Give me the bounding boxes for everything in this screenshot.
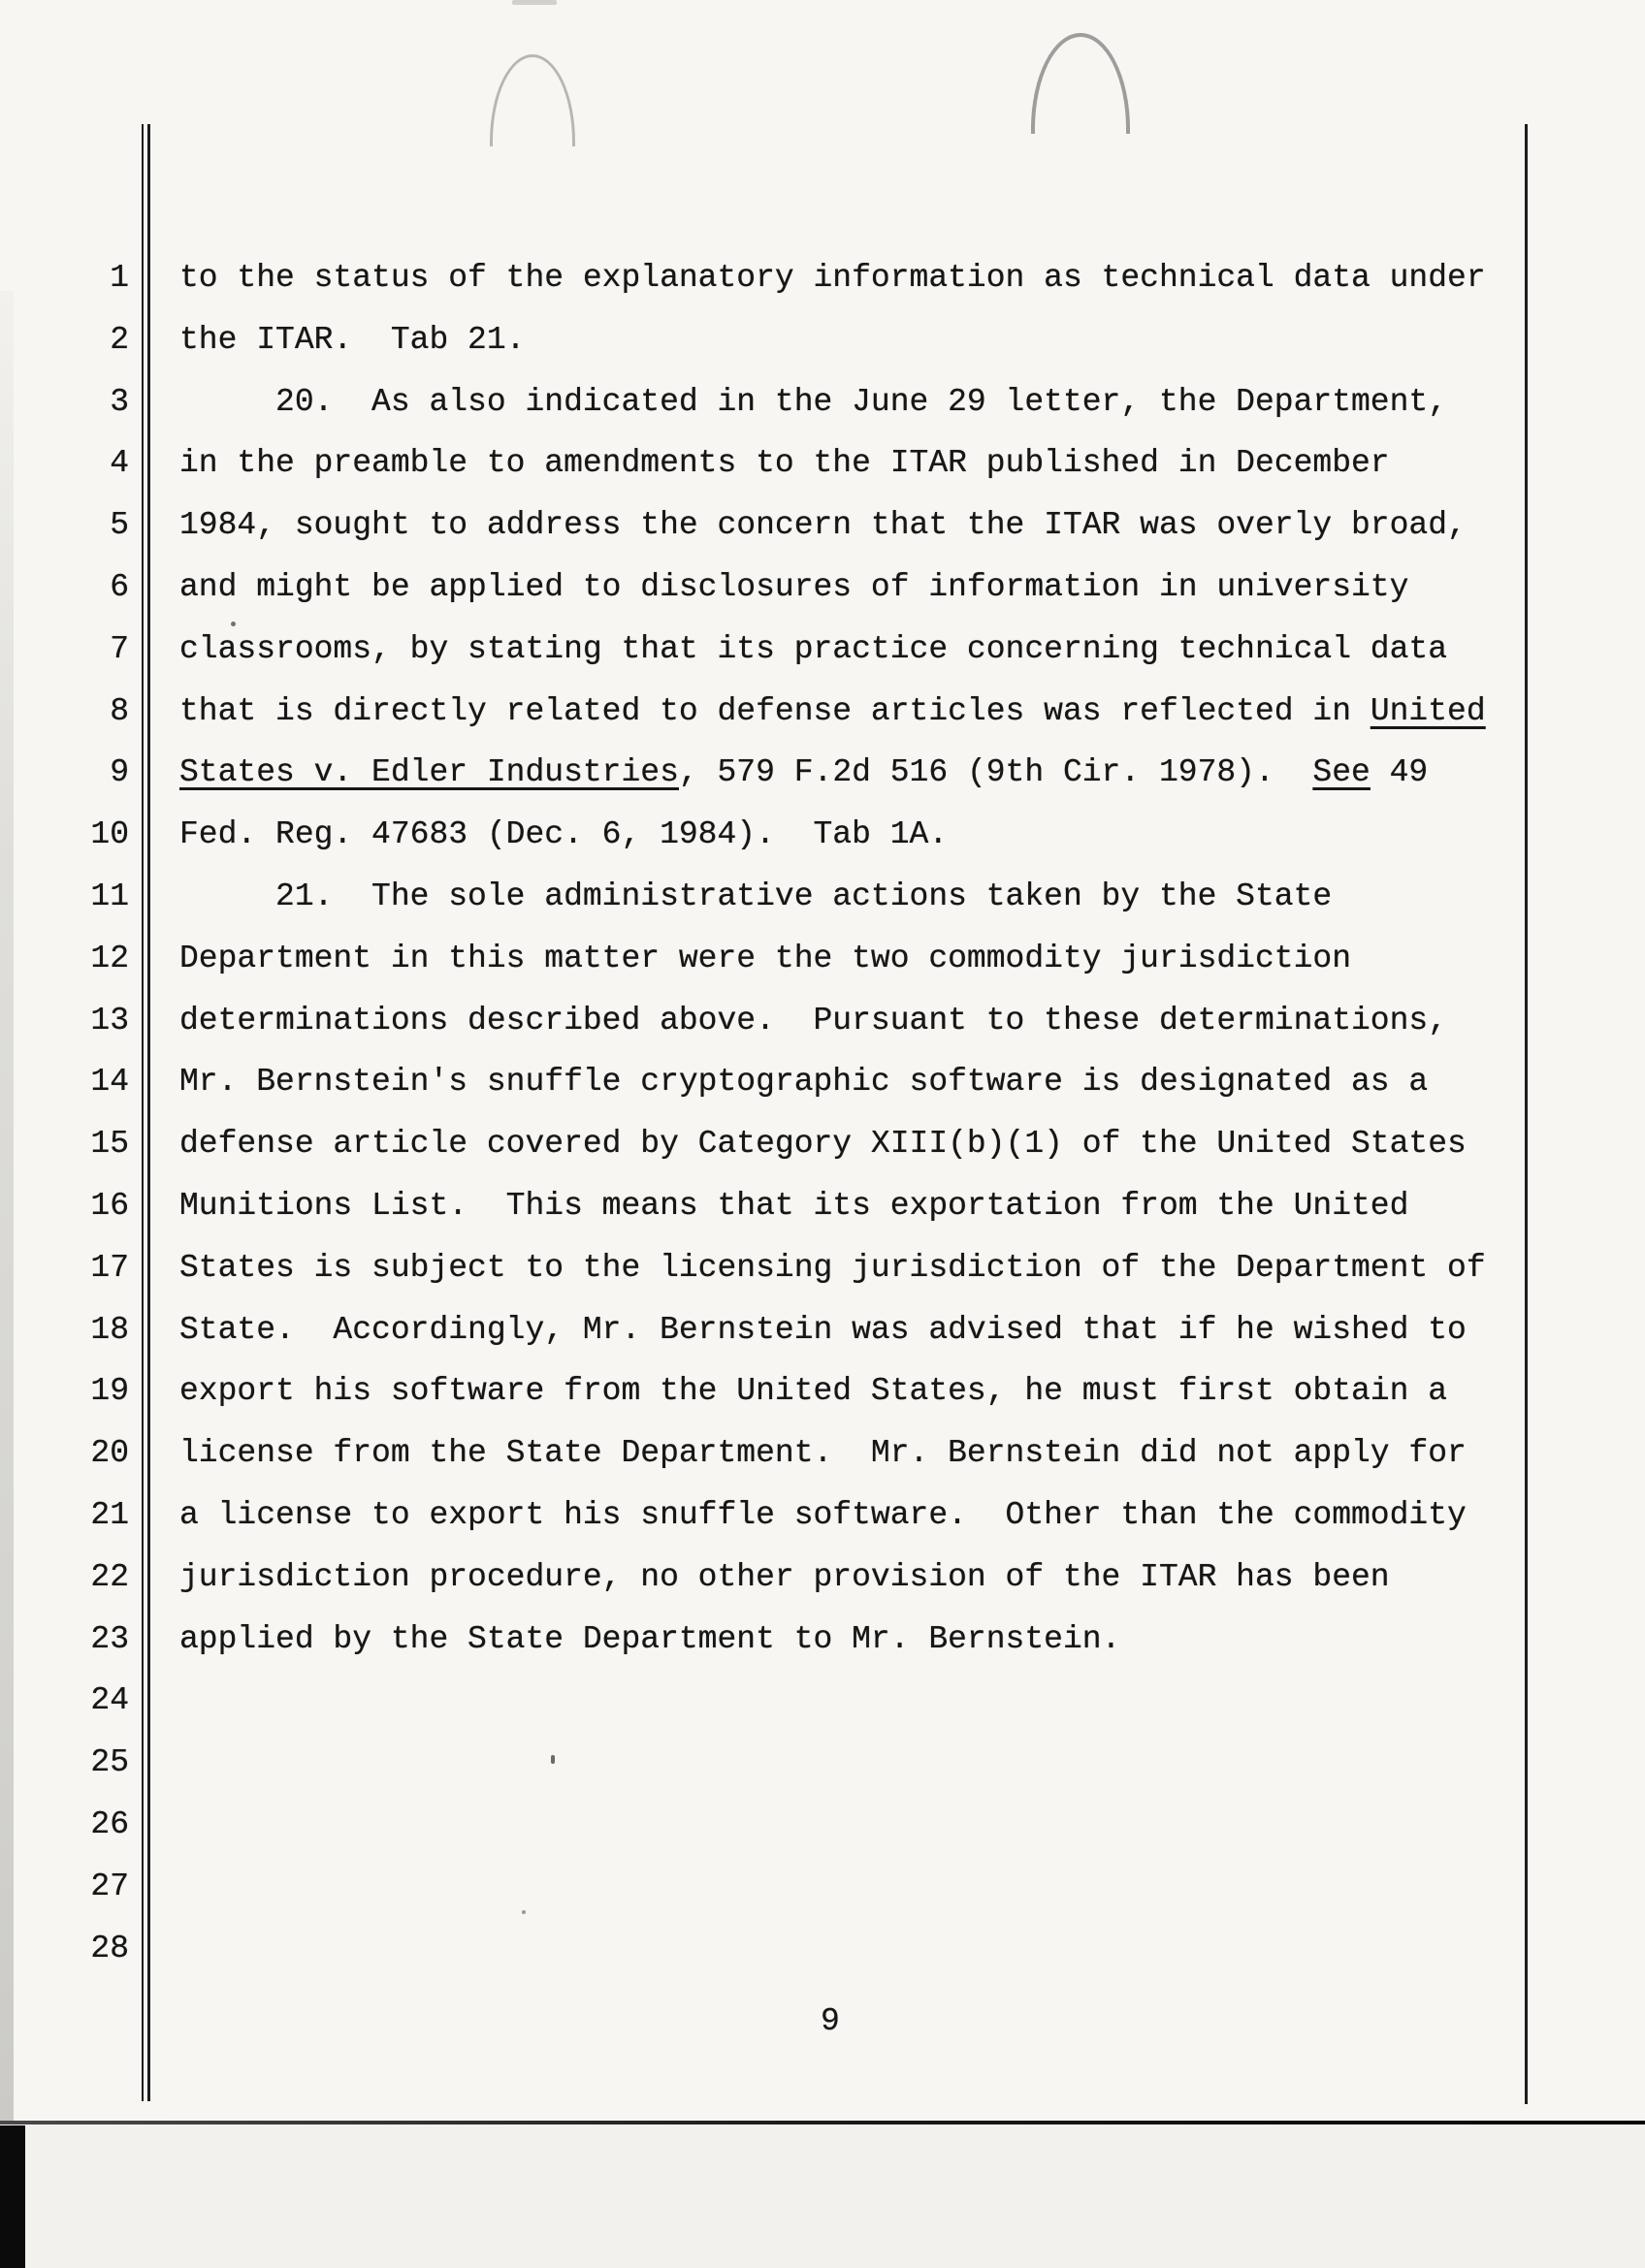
text-segment: in the preamble to amendments to the ITAR published in December [179,445,1390,482]
underlined-text-segment: See [1312,754,1371,791]
line-number: 13 [90,1002,129,1038]
line-text [179,1609,1120,1671]
page-number: 9 [821,2003,840,2039]
text-segment: Fed. Reg. 47683 (Dec. 6, 1984). Tab 1A. [179,816,949,853]
line-text [179,681,1486,743]
line-text [179,1299,1467,1361]
staple-mark-left-icon [490,54,575,146]
line-number: 8 [110,692,129,729]
body-line [0,1918,1645,1980]
text-segment: classrooms, by stating that its practice concerning technical data [179,630,1448,667]
line-text [179,1175,1408,1237]
text-segment: Munitions List. This means that its exportation from the United [179,1187,1409,1224]
text-segment: 1984, sought to address the concern that the ITAR was overly broad, [179,507,1467,544]
line-number: 9 [110,754,129,791]
body-line [0,1360,1645,1422]
text-segment: and might be applied to disclosures of information in university [179,568,1409,605]
body-line [0,742,1645,804]
body-line [0,247,1645,309]
scan-artifact-dot-2 [551,1755,555,1764]
body-line [0,928,1645,990]
line-number: 16 [90,1187,129,1224]
line-text [179,742,1428,804]
text-segment: States is subject to the licensing jurisdiction of the Department of [179,1249,1486,1286]
line-number: 14 [90,1064,129,1101]
line-number: 11 [90,878,129,914]
line-number: 1 [110,260,129,296]
underlined-text-segment: United [1370,692,1486,729]
line-text [179,432,1390,495]
text-segment: 21. The sole administrative actions taken by the State [179,878,1333,914]
body-line [0,990,1645,1052]
text-segment: , 579 F.2d 516 (9th Cir. 1978). [678,754,1313,791]
body-line [0,1051,1645,1113]
line-number: 4 [110,445,129,482]
body-line [0,1237,1645,1299]
line-number: 26 [90,1805,129,1842]
body-line [0,1485,1645,1547]
line-number: 23 [90,1620,129,1657]
body-line [0,1547,1645,1609]
body-line [0,1732,1645,1794]
scan-artifact-dot-3 [522,1910,526,1914]
line-number: 20 [90,1435,129,1472]
line-text [179,309,525,371]
text-segment: 20. As also indicated in the June 29 letter, the Department, [179,383,1448,420]
line-text [179,866,1332,928]
scan-artifact-top-speck [512,0,557,5]
body-line [0,1856,1645,1918]
scan-artifact-corner-bar [0,2125,25,2268]
body-line [0,1670,1645,1732]
text-segment: that is directly related to defense articles was reflected in [179,692,1371,729]
line-number: 28 [90,1930,129,1966]
text-segment: 49 [1370,754,1429,791]
text-segment: the ITAR. Tab 21. [179,321,526,358]
body-line [0,804,1645,866]
line-number: 22 [90,1558,129,1595]
body-line [0,432,1645,495]
line-number: 12 [90,940,129,976]
body-line [0,309,1645,371]
line-text [179,1422,1467,1485]
line-text [179,1237,1486,1299]
body-line [0,1609,1645,1671]
body-line [0,681,1645,743]
text-segment: State. Accordingly, Mr. Bernstein was advised that if he wished to [179,1311,1467,1348]
text-segment: Mr. Bernstein's snuffle cryptographic software is designated as a [179,1064,1429,1101]
line-text [179,619,1447,681]
body-line [0,1175,1645,1237]
line-text [179,928,1351,990]
line-text [179,1485,1467,1547]
line-number: 27 [90,1868,129,1904]
line-number: 24 [90,1682,129,1719]
body-line [0,619,1645,681]
text-segment: applied by the State Department to Mr. Bernstein. [179,1620,1121,1657]
line-text [179,804,948,866]
text-segment: a license to export his snuffle software. Other than the commodity [179,1496,1467,1533]
line-number: 19 [90,1373,129,1410]
body-line [0,866,1645,928]
text-segment: jurisdiction procedure, no other provision of the ITAR has been [179,1558,1390,1595]
body-line [0,557,1645,619]
line-number: 7 [110,630,129,667]
text-segment: license from the State Department. Mr. Bernstein did not apply for [179,1435,1467,1472]
line-text [179,247,1486,309]
line-number: 10 [90,816,129,853]
line-number: 21 [90,1496,129,1533]
line-number: 15 [90,1126,129,1163]
text-segment: defense article covered by Category XIII(b)(1) of the United States [179,1126,1467,1163]
body-line [0,1794,1645,1856]
line-number: 25 [90,1744,129,1781]
body-line [0,1422,1645,1485]
line-number: 18 [90,1311,129,1348]
line-number: 6 [110,568,129,605]
line-text [179,495,1467,557]
line-text [179,1051,1428,1113]
text-segment: determinations described above. Pursuant to these determinations, [179,1002,1448,1038]
line-number: 17 [90,1249,129,1286]
text-segment: Department in this matter were the two commodity jurisdiction [179,940,1351,976]
line-text [179,1113,1467,1175]
text-segment: export his software from the United States, he must first obtain a [179,1373,1448,1410]
staple-mark-right-icon [1031,33,1130,134]
scan-artifact-dot-1 [231,622,236,626]
text-segment: to the status of the explanatory information as technical data under [179,260,1486,296]
body-line [0,1113,1645,1175]
line-number: 3 [110,383,129,420]
page-edge-background [0,2124,1645,2268]
line-text [179,371,1447,433]
body-line [0,495,1645,557]
body-line [0,371,1645,433]
line-text [179,1547,1390,1609]
line-text [179,990,1447,1052]
pleading-line-rows [0,247,1645,1979]
line-number: 2 [110,321,129,358]
line-number: 5 [110,507,129,544]
line-text [179,1360,1447,1422]
line-text [179,557,1408,619]
underlined-text-segment: States v. Edler Industries [179,754,679,791]
body-line [0,1299,1645,1361]
